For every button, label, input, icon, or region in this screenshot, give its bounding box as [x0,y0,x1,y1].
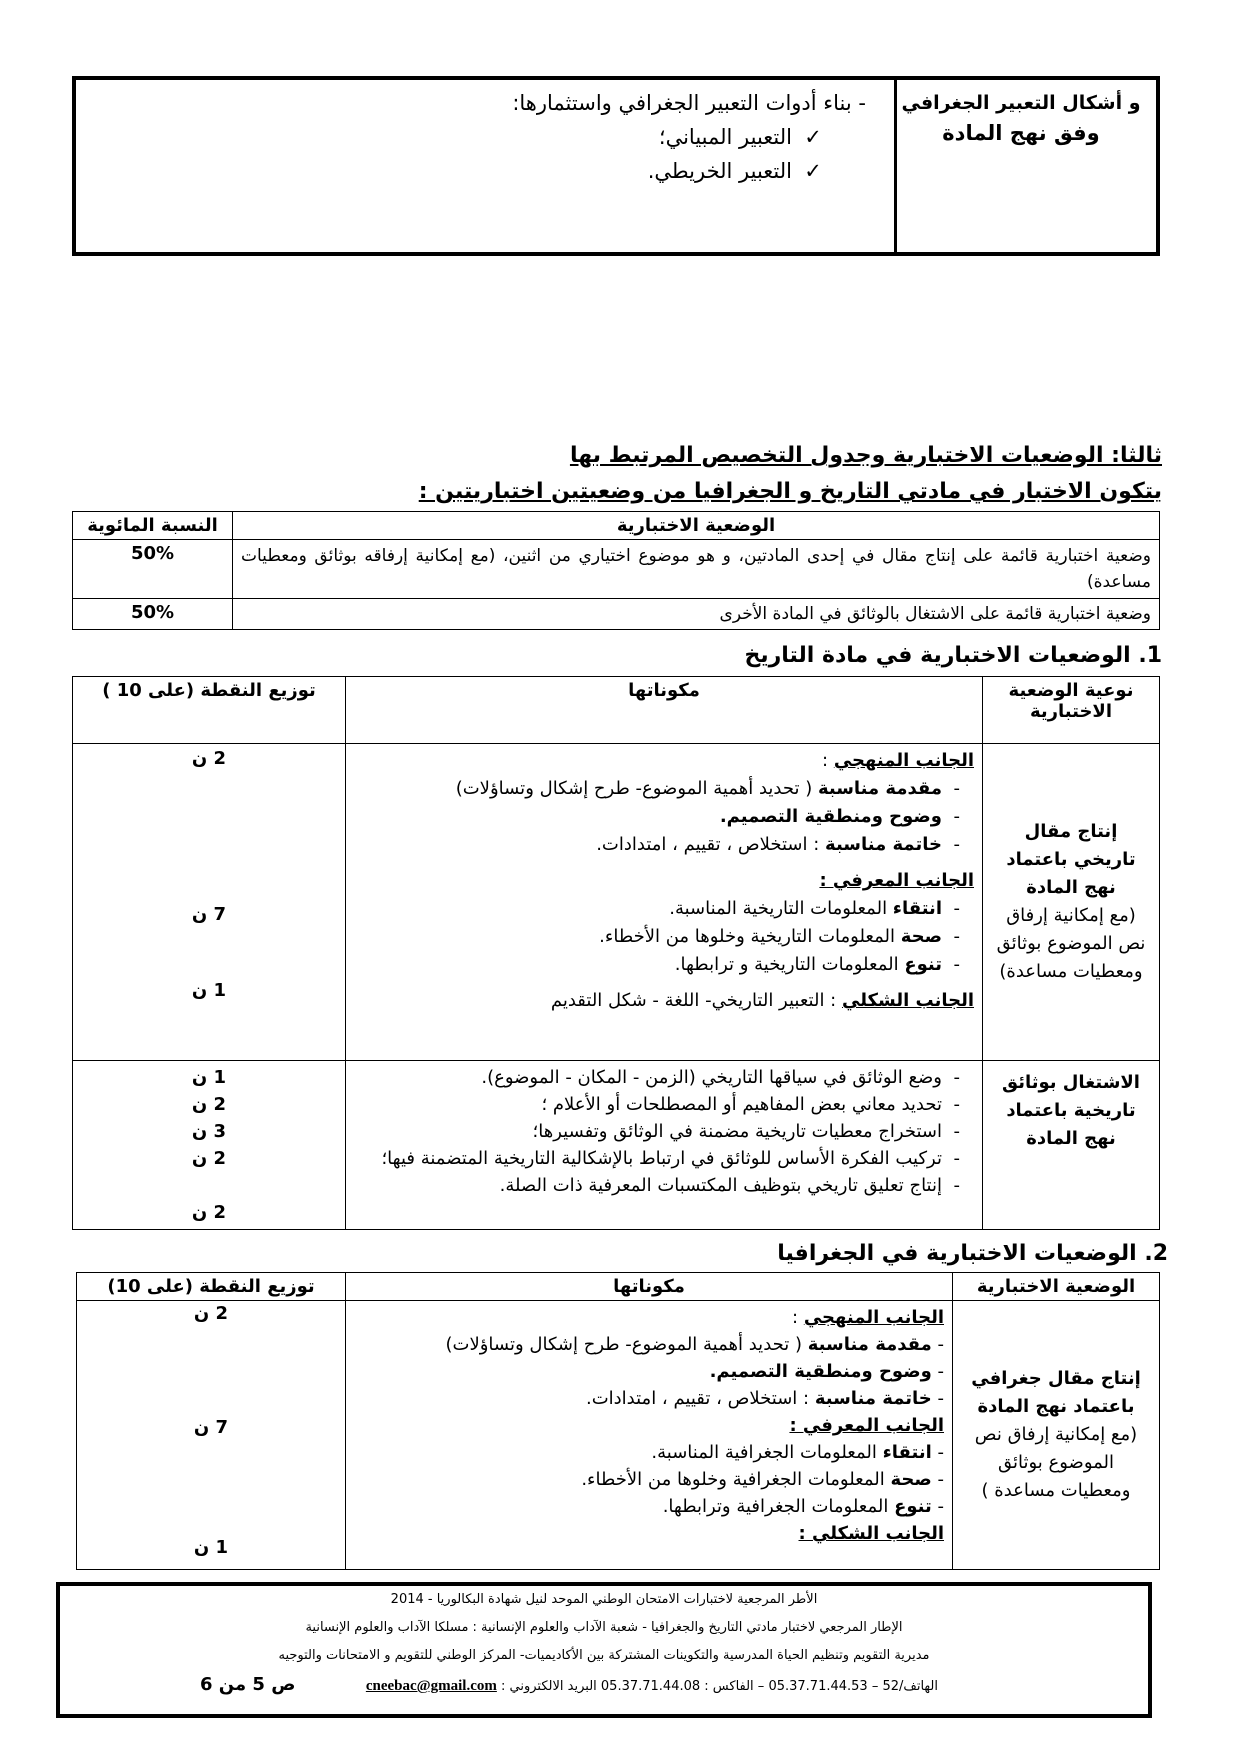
points-value: 3 ن [191,1121,227,1142]
table-header: النسبة المائوية [73,512,233,540]
list-item: -استخراج معطيات تاريخية مضمنة في الوثائق وتفسيرها؛ [532,1121,960,1142]
table-cell: وضعية اختبارية قائمة على إنتاج مقال في إحدى المادتين، و هو موضوع اختياري من اثنين، (مع إمكانية إرفاقه بوثائق ومعطيات مساعدة) [233,540,1160,599]
situations-table [72,511,1160,630]
points-value: 1 ن [193,1537,229,1558]
item-text: وضع الوثائق في سياقها التاريخي (الزمن - المكان - الموضوع). [481,1067,942,1088]
item-text: إنتاج تعليق تاريخي بتوظيف المكتسبات المعرفية ذات الصلة. [499,1175,942,1196]
points-value: 7 ن [191,904,227,925]
item-text: المعلومات الجغرافية المناسبة. [651,1442,883,1463]
points-value: 2 ن [191,1202,227,1223]
footer-email: cneebac@gmail.com [365,1678,497,1694]
situation-title: إنتاج مقال تاريخي باعتماد نهج المادة [1006,821,1136,898]
item-bold: تنوع [904,954,942,975]
situation-title: إنتاج مقال جغرافي باعتماد نهج المادة [971,1368,1141,1417]
method-title: الجانب المنهجي [833,750,974,771]
knowledge-title: الجانب المعرفي : [819,870,974,891]
table-header: الوضعية الاختبارية [953,1273,1160,1301]
situation-note: (مع إمكانية إرفاق نص الموضوع بوثائق ومعطيات مساعدة ) [974,1424,1138,1501]
table-row [73,540,1160,599]
footer-line3: مديرية التقويم وتنظيم الحياة المدرسية والتكوينات المشتركة بين الأكاديميات- المركز الوطني للتقويم و الامتحانات والتوجيه [278,1648,930,1663]
item-bold: وضوح ومنطقية التصميم. [709,1361,932,1382]
item-bold: صحة [890,1469,932,1490]
item-text: المعلومات الجغرافية وخلوها من الأخطاء. [581,1469,891,1490]
top-box-left-cell [86,86,866,188]
top-box-intro: - بناء أدوات التعبير الجغرافي واستثمارها: [512,91,866,115]
geography-situation-1 [953,1301,1160,1570]
section3-title: ثالثا: الوضعيات الاختبارية وجدول التخصيص المرتبط بها [569,443,1162,468]
list-item: -خاتمة مناسبة : استخلاص ، تقييم ، امتدادات. [596,834,960,855]
top-box-item-text: التعبير الخريطي. [647,159,792,183]
item-text: المعلومات التاريخية المناسبة. [669,898,893,919]
points-value: 2 ن [191,1094,227,1115]
table-header: نوعية الوضعية الاختبارية [983,677,1160,744]
table-cell-percent: 50% [73,599,233,630]
item-text: استخراج معطيات تاريخية مضمنة في الوثائق وتفسيرها؛ [532,1121,942,1142]
list-item: -إنتاج تعليق تاريخي بتوظيف المكتسبات المعرفية ذات الصلة. [499,1175,960,1196]
knowledge-title: الجانب المعرفي : [789,1415,944,1436]
list-item: - صحة المعلومات الجغرافية وخلوها من الأخطاء. [581,1469,944,1490]
item-bold: صحة [900,926,942,947]
table-header-row [73,512,1160,540]
item-text: : استخلاص ، تقييم ، امتدادات. [596,834,826,855]
top-box-right-cell [896,88,1146,148]
geography-title: 2. الوضعيات الاختبارية في الجغرافيا [777,1241,1168,1266]
points-value: 1 ن [191,980,227,1001]
table-cell-percent: 50% [73,540,233,599]
top-box [72,76,1160,256]
item-text: ( تحديد أهمية الموضوع- طرح إشكال وتساؤلات) [445,1334,808,1355]
table-row [73,744,1160,1061]
table-row [77,1301,1160,1570]
page-number: ص 5 من 6 [200,1674,296,1695]
item-bold: خاتمة مناسبة [825,834,942,855]
history-table [72,676,1160,1230]
table-header: مكوناتها [346,1273,953,1301]
list-item: -تحديد معاني بعض المفاهيم أو المصطلحات أو الأعلام ؛ [541,1094,960,1115]
list-item: - تنوع المعلومات الجغرافية وترابطها. [662,1496,944,1517]
situation-note: (مع إمكانية إرفاق نص الموضوع بوثائق ومعطيات مساعدة) [996,905,1146,982]
list-item: - انتقاء المعلومات الجغرافية المناسبة. [651,1442,944,1463]
item-bold: وضوح ومنطقية التصميم. [719,806,942,827]
item-text: ( تحديد أهمية الموضوع- طرح إشكال وتساؤلات) [455,778,818,799]
list-item: -تركيب الفكرة الأساس للوثائق في ارتباط بالإشكالية التاريخية المتضمنة فيها؛ [381,1148,960,1169]
table-row [73,1061,1160,1230]
item-text: تحديد معاني بعض المفاهيم أو المصطلحات أو الأعلام ؛ [541,1094,942,1115]
form-title: الجانب الشكلي [841,990,974,1011]
list-item: -انتقاء المعلومات التاريخية المناسبة. [669,898,960,919]
list-item: -مقدمة مناسبة ( تحديد أهمية الموضوع- طرح إشكال وتساؤلات) [455,778,960,799]
history-components-2 [346,1061,983,1230]
footer-contact-text: الهاتف/52 – 05.37.71.44.53 – الفاكس : 05.37.71.44.08 البريد الالكتروني : [501,1679,938,1694]
points-value: 7 ن [193,1417,229,1438]
table-row [73,599,1160,630]
item-text: المعلومات التاريخية وخلوها من الأخطاء. [599,926,901,947]
history-situation-2: الاشتغال بوثائق تاريخية باعتماد نهج المادة [983,1061,1160,1230]
item-text: : استخلاص ، تقييم ، امتدادات. [585,1388,815,1409]
footer-line2: الإطار المرجعي لاختبار مادتي التاريخ والجغرافيا - شعبة الآداب والعلوم الإنسانية : مسلكا الآداب والعلوم الإنسانية [305,1620,903,1635]
section3-subtitle: يتكون الاختبار في مادتي التاريخ و الجغرافيا من وضعيتين اختباريتين : [418,479,1162,504]
history-points-2 [73,1061,346,1230]
item-bold: تنوع [894,1496,932,1517]
points-value: 2 ن [191,1148,227,1169]
form-text: : التعبير التاريخي- اللغة - شكل التقديم [550,990,837,1011]
top-box-divider [894,80,897,252]
list-item: -تنوع المعلومات التاريخية و ترابطها. [674,954,960,975]
history-points-1 [73,744,346,1061]
item-bold: انتقاء [882,1442,932,1463]
top-box-right-line2: وفق نهج المادة [942,121,1100,145]
points-value: 2 ن [191,748,227,769]
top-box-item-text: التعبير المبياني؛ [658,125,792,149]
table-header-row [73,677,1160,744]
item-bold: مقدمة مناسبة [817,778,942,799]
geography-points-1 [77,1301,346,1570]
geography-table [76,1272,1160,1570]
footer [56,1582,1152,1718]
item-bold: مقدمة مناسبة [807,1334,932,1355]
history-components-1: الجانب المنهجي : -مقدمة مناسبة ( تحديد أهمية الموضوع- طرح إشكال وتساؤلات) -وضوح ومنطقية التصميم. -خاتمة مناسبة : استخلاص ، تقييم ، امتدادات. الجانب المعرفي : -انتقاء المعلومات التاريخية المناسبة. -صحة المعلومات التاريخية وخلوها من الأخطاء. -تنوع المعلومات التاريخية و ترابطها. الجانب الشكلي : التعبير التاريخي- اللغة - شكل التقديم [346,744,983,1061]
top-box-item [86,120,866,154]
table-header: مكوناتها [346,677,983,744]
history-title: 1. الوضعيات الاختبارية في مادة التاريخ [744,643,1162,668]
geography-components-1: الجانب المنهجي : - مقدمة مناسبة ( تحديد أهمية الموضوع- طرح إشكال وتساؤلات) - وضوح ومنطقية التصميم. - خاتمة مناسبة : استخلاص ، تقييم ، امتدادات. الجانب المعرفي : - انتقاء المعلومات الجغرافية المناسبة. - صحة المعلومات الجغرافية وخلوها من الأخطاء. - تنوع المعلومات الجغرافية وترابطها. الجانب الشكلي : [346,1301,953,1570]
item-text: المعلومات التاريخية و ترابطها. [674,954,905,975]
item-text: المعلومات الجغرافية وترابطها. [662,1496,895,1517]
form-title: الجانب الشكلي : [798,1523,944,1544]
method-title: الجانب المنهجي [803,1307,944,1328]
list-item: -وضع الوثائق في سياقها التاريخي (الزمن - المكان - الموضوع). [481,1067,960,1088]
list-item: - مقدمة مناسبة ( تحديد أهمية الموضوع- طرح إشكال وتساؤلات) [445,1334,944,1355]
table-header: توزيع النقطة (على 10) [77,1273,346,1301]
top-box-item [86,154,866,188]
footer-contact [366,1678,938,1695]
top-box-right-line1: و أشكال التعبير الجغرافي [901,92,1141,114]
points-value: 1 ن [191,1067,227,1088]
table-header: الوضعية الاختبارية [233,512,1160,540]
list-item: -وضوح ومنطقية التصميم. [719,806,960,827]
table-cell: وضعية اختبارية قائمة على الاشتغال بالوثائق في المادة الأخرى [233,599,1160,630]
history-situation-1 [983,744,1160,1061]
list-item: - خاتمة مناسبة : استخلاص ، تقييم ، امتدادات. [585,1388,944,1409]
checkmark-icon: ✓ [804,159,822,183]
checkmark-icon: ✓ [804,125,822,149]
item-bold: انتقاء [892,898,942,919]
list-item: - وضوح ومنطقية التصميم. [709,1361,944,1382]
table-header-row [77,1273,1160,1301]
list-item: -صحة المعلومات التاريخية وخلوها من الأخطاء. [599,926,960,947]
footer-line1: الأطر المرجعية لاختبارات الامتحان الوطني الموحد لنيل شهادة البكالوريا - 2014 [390,1592,818,1607]
item-bold: خاتمة مناسبة [814,1388,932,1409]
points-value: 2 ن [193,1303,229,1324]
table-header: توزيع النقطة (على 10 ) [73,677,346,744]
item-text: تركيب الفكرة الأساس للوثائق في ارتباط بالإشكالية التاريخية المتضمنة فيها؛ [381,1148,942,1169]
